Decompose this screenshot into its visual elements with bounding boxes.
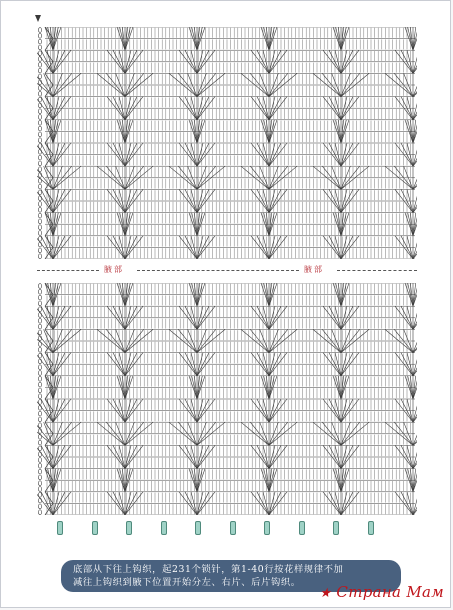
chain-stitch (38, 74, 41, 79)
chain-stitch (38, 207, 41, 212)
chain-stitch (38, 318, 41, 323)
divider-label-right: 腋部 (301, 264, 327, 276)
chain-stitch (38, 295, 41, 300)
chain-stitch (38, 86, 41, 91)
chain-stitch (38, 289, 41, 294)
chain-stitch (38, 394, 41, 399)
chain-stitch (38, 225, 41, 230)
chain-stitch (38, 382, 41, 387)
chain-stitch (38, 481, 41, 486)
chain-stitch (38, 417, 41, 422)
chain-stitch (38, 423, 41, 428)
chain-stitch (38, 347, 41, 352)
chain-stitch (38, 184, 41, 189)
chain-stitch (38, 284, 41, 289)
chain-stitch (38, 68, 41, 73)
divider-dash (337, 270, 417, 271)
chain-stitch (38, 103, 41, 108)
start-arrow-icon (35, 15, 41, 22)
divider-dash (137, 270, 299, 271)
chain-stitch (38, 196, 41, 201)
chain-stitch (38, 365, 41, 370)
chain-stitch (38, 248, 41, 253)
chain-stitch (38, 126, 41, 131)
divider-label-left: 腋部 (101, 264, 127, 276)
chain-stitch (38, 463, 41, 468)
chain-stitch (38, 510, 41, 515)
chain-stitch (38, 487, 41, 492)
chain-stitch (38, 498, 41, 503)
chain-stitch (38, 202, 41, 207)
stitch-chart-top (37, 27, 417, 259)
chain-stitch (38, 213, 41, 218)
chain-stitch (38, 45, 41, 50)
chain-stitch (38, 115, 41, 120)
chain-stitch (38, 475, 41, 480)
chain-stitch (38, 504, 41, 509)
chain-stitch (38, 469, 41, 474)
chain-stitch (38, 155, 41, 160)
chain-stitch (38, 149, 41, 154)
chain-stitch (38, 330, 41, 335)
chain-stitch (38, 109, 41, 114)
chain-stitch (38, 231, 41, 236)
chain-stitch (38, 28, 41, 33)
chain-stitch (38, 138, 41, 143)
chain-stitch (38, 91, 41, 96)
chain-stitch (38, 62, 41, 67)
chain-stitch (38, 161, 41, 166)
chain-stitch (38, 411, 41, 416)
chain-stitch (38, 301, 41, 306)
chain-stitch (38, 120, 41, 125)
chain-stitch (38, 388, 41, 393)
chain-stitch (38, 434, 41, 439)
chain-stitch (38, 458, 41, 463)
chain-stitch (38, 178, 41, 183)
chain-stitch (38, 405, 41, 410)
chain-stitch (38, 440, 41, 445)
stitch-chart-top-graphic (37, 27, 417, 259)
stitch-chart-bottom (37, 283, 417, 515)
stitch-chart-bottom-graphic (37, 283, 417, 515)
chain-stitch (38, 242, 41, 247)
chain-stitch (38, 39, 41, 44)
chain-stitch (38, 167, 41, 172)
chain-stitch (38, 132, 41, 137)
armhole-divider (37, 263, 417, 279)
chain-stitch (38, 254, 41, 259)
chain-stitch (38, 359, 41, 364)
chain-stitch (38, 219, 41, 224)
chain-stitch (38, 324, 41, 329)
chain-stitch (38, 33, 41, 38)
chain-stitch (38, 371, 41, 376)
chain-stitch (38, 342, 41, 347)
chain-stitch (38, 57, 41, 62)
chain-stitch (38, 376, 41, 381)
chain-stitch (38, 452, 41, 457)
divider-dash (37, 270, 99, 271)
chain-stitch (38, 313, 41, 318)
